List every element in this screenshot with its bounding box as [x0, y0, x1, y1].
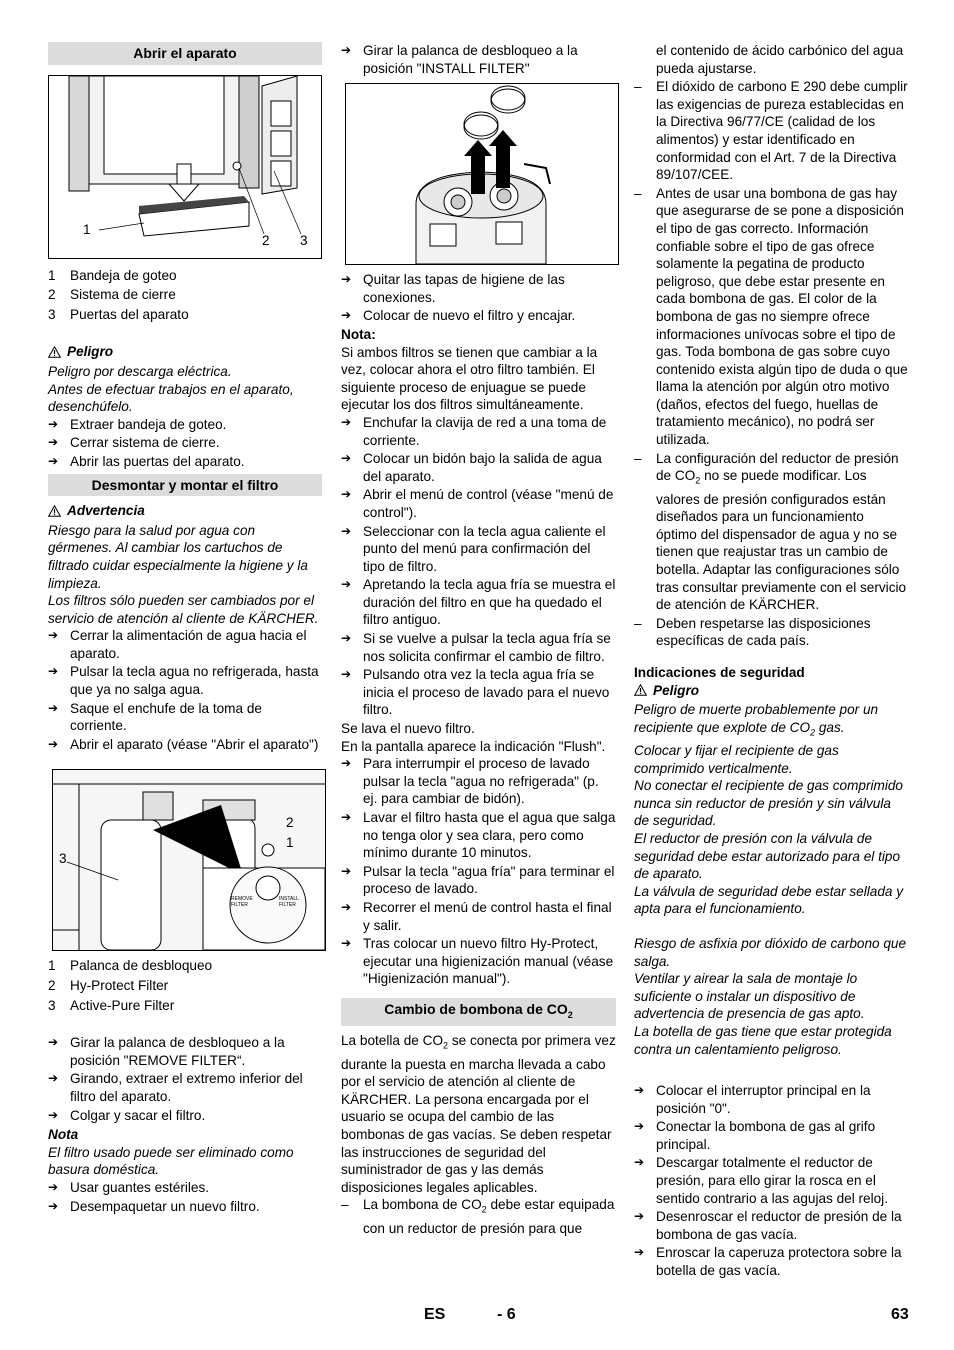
step-item: ➔ Enchufar la clavija de red a una toma de corriente. — [341, 414, 607, 448]
arrow-icon: ➔ — [341, 936, 352, 951]
fig1-label-2: 2 — [262, 232, 270, 248]
steps-finish — [341, 755, 616, 988]
arrow-icon: ➔ — [341, 631, 352, 646]
step-item: ➔ Descargar totalmente el reductor de presión, para ello girar la rosca en el sentido contrario a las agujas del reloj. — [634, 1155, 888, 1206]
arrow-icon: ➔ — [341, 523, 352, 538]
fig2-label-1: 1 — [286, 835, 294, 851]
legend-item: 2 Hy-Protect Filter — [48, 978, 169, 994]
arrow-icon: ➔ — [48, 1179, 59, 1194]
asphyxia-text: La botella de gas tiene que estar protegida contra un calentamiento peligroso. — [634, 1023, 892, 1057]
step-item: ➔ Enroscar la caperuza protectora sobre la botella de gas vacía. — [634, 1245, 902, 1279]
danger-text: Peligro por descarga eléctrica. — [48, 363, 232, 379]
illustration-filters — [53, 770, 325, 950]
note-text: Si ambos filtros se tienen que cambiar a la vez, colocar ahora el otro filtro también. El siguiente proceso de enjuague se puede ejecutar los dos filtros simultáneamente. — [341, 344, 598, 413]
danger-title: Peligro — [634, 682, 908, 700]
asphyxia-text: Ventilar y airear la sala de montaje lo suficiente o instalar un dispositivo de advertencia de presencia de gas apto. — [634, 971, 865, 1022]
arrow-icon: ➔ — [48, 736, 59, 751]
danger-text: El reductor de presión con la válvula de seguridad debe estar autorizado para el tipo de aparato. — [634, 830, 901, 882]
warning-triangle-icon — [48, 346, 61, 358]
step-item: ➔ Girar la palanca de desbloqueo a la posición "INSTALL FILTER" — [341, 43, 578, 76]
fig2-inset-remove: REMOVE FILTER — [231, 896, 253, 909]
step-item: ➔ Si se vuelve a pulsar la tecla agua fría se nos solicita confirmar el cambio de filtro. — [341, 631, 611, 664]
step-item: ➔ Girando, extraer el extremo inferior del filtro del aparato. — [48, 1071, 303, 1104]
asphyxia-text: Riesgo de asfixia por dióxido de carbono que salga. — [634, 935, 907, 969]
arrow-icon: ➔ — [634, 1119, 645, 1134]
legend-item: 1 Bandeja de goteo — [48, 267, 177, 283]
dash-item: – La configuración del reductor de presión de $CO_2$ no se puede modificar. Los valores de presión configurados están diseñados para un funcionamiento óptimo del dispensador de agua y no se tienen que reajustar tras un cambio de botella. Adaptar las configuraciones sólo tras consultar previamente con el servicio de atención de KÄRCHER. — [634, 450, 907, 613]
steps-lever — [48, 1034, 322, 1124]
note-title: Nota: — [341, 326, 376, 342]
arrow-icon: ➔ — [341, 308, 352, 323]
step-item: ➔ Girar la palanca de desbloqueo a la posición "REMOVE FILTER“. — [48, 1035, 285, 1068]
fig2-label-3: 3 — [59, 851, 67, 867]
step-item: ➔ Lavar el filtro hasta que el agua que salga no tenga olor y sea clara, pero como mínimo durante 10 minutos. — [341, 810, 616, 861]
arrow-icon: ➔ — [341, 272, 352, 287]
arrow-icon: ➔ — [48, 1198, 59, 1213]
legend-open-device — [48, 267, 322, 324]
paragraph: Se lava el nuevo filtro. — [341, 721, 475, 737]
section-heading-abrir: Abrir el aparato — [48, 42, 322, 65]
steps-remove — [48, 627, 322, 753]
arrow-icon: ➔ — [341, 414, 352, 429]
dash-item-continued: el contenido de ácido carbónico del agua pueda ajustarse. — [656, 43, 904, 76]
note-title: Nota — [48, 1127, 79, 1143]
illustration-hygiene-caps — [346, 84, 618, 264]
step-item: ➔ Abrir las puertas del aparato. — [48, 453, 245, 469]
steps-new-filter — [48, 1179, 322, 1215]
safety-heading: Indicaciones de seguridad — [634, 664, 805, 680]
arrow-icon: ➔ — [48, 1071, 59, 1086]
legend-item: 3 Puertas del aparato — [48, 306, 189, 322]
arrow-icon: ➔ — [48, 700, 59, 715]
warning-text: Los filtros sólo pueden ser cambiados por el servicio de atención al cliente de KÄRCHER. — [48, 593, 319, 626]
arrow-icon: ➔ — [341, 756, 352, 771]
danger-text: Colocar y fijar el recipiente de gas comprimido verticalmente. — [634, 743, 839, 776]
arrow-icon: ➔ — [48, 628, 59, 643]
warning-text: Riesgo para la salud por agua con gérmenes. Al cambiar los cartuchos de filtrado cuidar especialmente la higiene y la limpieza. — [48, 522, 308, 591]
danger-text: La válvula de seguridad debe estar sellada y apta para el funcionamiento. — [634, 883, 904, 917]
dash-item: – Antes de usar una bombona de gas hay que asegurarse de se pone a disposición el tipo de gas correcto. Información confiable sobre el tipo de gas ofrece solamente la pegatina de producto peligroso, que debe estar presente en cada bombona de gas. El color de la bombona de gas no siempre ofrece informaciones unívocas sobre el tipo de gas. Toda bombona de gas sobre cuyo contenido exista algún tipo de duda o que llama la atención por algún otro motivo (daños, efectos del fuego, huellas de tratamiento mecánico), no podrá ser utilizada. — [634, 185, 908, 448]
column-right — [634, 42, 908, 1281]
legend-item: 1 Palanca de desbloqueo — [48, 958, 213, 974]
step-item: ➔ Conectar la bombona de gas al grifo principal. — [634, 1119, 876, 1152]
step-item: ➔ Cerrar sistema de cierre. — [48, 435, 220, 451]
arrow-icon: ➔ — [341, 899, 352, 914]
step-item: ➔ Cerrar la alimentación de agua hacia el aparato. — [48, 628, 307, 661]
arrow-icon: ➔ — [48, 1107, 59, 1122]
fig2-inset-install: INSTALL FILTER — [279, 896, 299, 909]
arrow-icon: ➔ — [634, 1083, 645, 1098]
arrow-icon: ➔ — [341, 863, 352, 878]
arrow-icon: ➔ — [341, 577, 352, 592]
step-item: ➔ Pulsar la tecla "agua fría" para terminar el proceso de lavado. — [341, 863, 615, 897]
legend-filters — [48, 957, 322, 1014]
column-left — [48, 42, 322, 1216]
legend-item: 2 Sistema de cierre — [48, 287, 176, 303]
figure-hygiene-caps — [345, 83, 619, 265]
step-item: ➔ Abrir el menú de control (véase "menú de control"). — [341, 487, 614, 520]
danger-text: No conectar el recipiente de gas comprimido nunca sin reductor de presión y sin válvula de seguridad. — [634, 778, 903, 829]
note-text: El filtro usado puede ser eliminado como basura doméstica. — [48, 1144, 294, 1178]
step-item: ➔ Extraer bandeja de goteo. — [48, 416, 227, 432]
step-item: ➔ Apretando la tecla agua fría se muestra el duración del filtro en que ha quedado el filtro antiguo. — [341, 577, 616, 628]
warning-title: Advertencia — [48, 502, 322, 520]
step-item: ➔ Seleccionar con la tecla agua caliente el punto del menú para confirmación del tipo de filtro. — [341, 523, 606, 574]
paragraph: En la pantalla aparece la indicación "Flush". — [341, 738, 606, 754]
step-item: ➔ Abrir el aparato (véase "Abrir el aparato") — [48, 736, 319, 752]
step-item: ➔ Colocar de nuevo el filtro y encajar. — [341, 308, 576, 324]
steps-caps — [341, 271, 616, 325]
step-item: ➔ Pulsar la tecla agua no refrigerada, hasta que ya no salga agua. — [48, 664, 319, 698]
arrow-icon: ➔ — [341, 810, 352, 824]
step-item: ➔ Usar guantes estériles. — [48, 1179, 210, 1195]
step-item: ➔ Colocar el interruptor principal en la posición "0". — [634, 1083, 871, 1116]
step-item: ➔ Quitar las tapas de higiene de las conexiones. — [341, 272, 565, 305]
arrow-icon: ➔ — [48, 1035, 59, 1050]
step-item: ➔ Desempaquetar un nuevo filtro. — [48, 1198, 260, 1214]
danger-text: Peligro de muerte probablemente por un recipiente que explote de $CO_2$ gas. — [634, 702, 879, 738]
danger-title: Peligro — [48, 343, 322, 361]
figure-filters — [52, 769, 326, 951]
footer-page-number: 63 — [891, 1306, 909, 1323]
arrow-icon: ➔ — [634, 1155, 645, 1170]
arrow-icon: ➔ — [48, 664, 59, 679]
footer-lang: ES — [424, 1306, 446, 1323]
steps-gas — [634, 1082, 908, 1280]
arrow-icon: ➔ — [341, 667, 352, 682]
section-heading-desmontar: Desmontar y montar el filtro — [48, 474, 322, 497]
step-item: ➔ Saque el enchufe de la toma de corriente. — [48, 700, 262, 734]
warning-triangle-icon — [48, 505, 61, 517]
column-middle — [341, 42, 616, 1238]
step-item: ➔ Desenroscar el reductor de presión de la bombona de gas vacía. — [634, 1209, 902, 1242]
step-item: ➔ Tras colocar un nuevo filtro Hy-Protect, ejecutar una higienización manual (véase "Higienización manual"). — [341, 936, 614, 987]
fig2-label-2: 2 — [286, 815, 294, 831]
step-item: ➔ Colgar y sacar el filtro. — [48, 1107, 206, 1123]
step-item: ➔ Pulsando otra vez la tecla agua fría se inicia el proceso de lavado para el nuevo filtro. — [341, 667, 610, 718]
arrow-icon: ➔ — [341, 487, 352, 502]
dash-item: – El dióxido de carbono E 290 debe cumplir las exigencias de pureza establecidas en la Directiva 96/77/CE (calidad de los alimentos) y estar identificado en conformidad con el Art. 7 de la Directiva 89/107/CEE. — [634, 79, 908, 183]
arrow-icon: ➔ — [48, 435, 59, 450]
steps-flush — [341, 414, 616, 719]
arrow-icon: ➔ — [634, 1245, 645, 1260]
arrow-icon: ➔ — [48, 416, 59, 431]
section-heading-cambio: Cambio de bombona de $CO_2$ — [341, 998, 616, 1026]
step-item: ➔ Recorrer el menú de control hasta el final y salir. — [341, 899, 612, 933]
legend-item: 3 Active-Pure Filter — [48, 997, 175, 1013]
dash-item: – Deben respetarse las disposiciones específicas de cada país. — [634, 615, 871, 649]
danger-text: Antes de efectuar trabajos en el aparato, desenchúfelo. — [48, 381, 294, 415]
warning-triangle-icon — [634, 684, 647, 696]
arrow-icon: ➔ — [341, 451, 352, 466]
step-item: ➔ Colocar un bidón bajo la salida de agua del aparato. — [341, 451, 602, 484]
paragraph: La botella de $CO_2$ se conecta por primera vez durante la puesta en marcha llevada a cabo por el servicio de atención al cliente de KÄRCHER. La persona encargada por el usuario se ocupa del cambio de las bombonas de gas vacías. Se deben respetar las instrucciones de seguridad del suministrador de gas y las demás disposiciones legales aplicables. — [341, 1033, 616, 1195]
footer-page: - 6 — [497, 1306, 516, 1323]
step-item: ➔ Para interrumpir el proceso de lavado pulsar la tecla "agua no refrigerada" (p. ej. para cambiar de bidón). — [341, 756, 599, 807]
figure-open-device — [48, 75, 322, 259]
arrow-icon: ➔ — [341, 43, 352, 57]
dash-item: – La bombona de $CO_2$ debe estar equipada con un reductor de presión para que — [341, 1197, 615, 1236]
arrow-icon: ➔ — [48, 453, 59, 468]
steps-open — [48, 416, 322, 471]
arrow-icon: ➔ — [634, 1209, 645, 1224]
fig1-label-3: 3 — [300, 232, 308, 248]
fig1-label-1: 1 — [83, 221, 91, 237]
